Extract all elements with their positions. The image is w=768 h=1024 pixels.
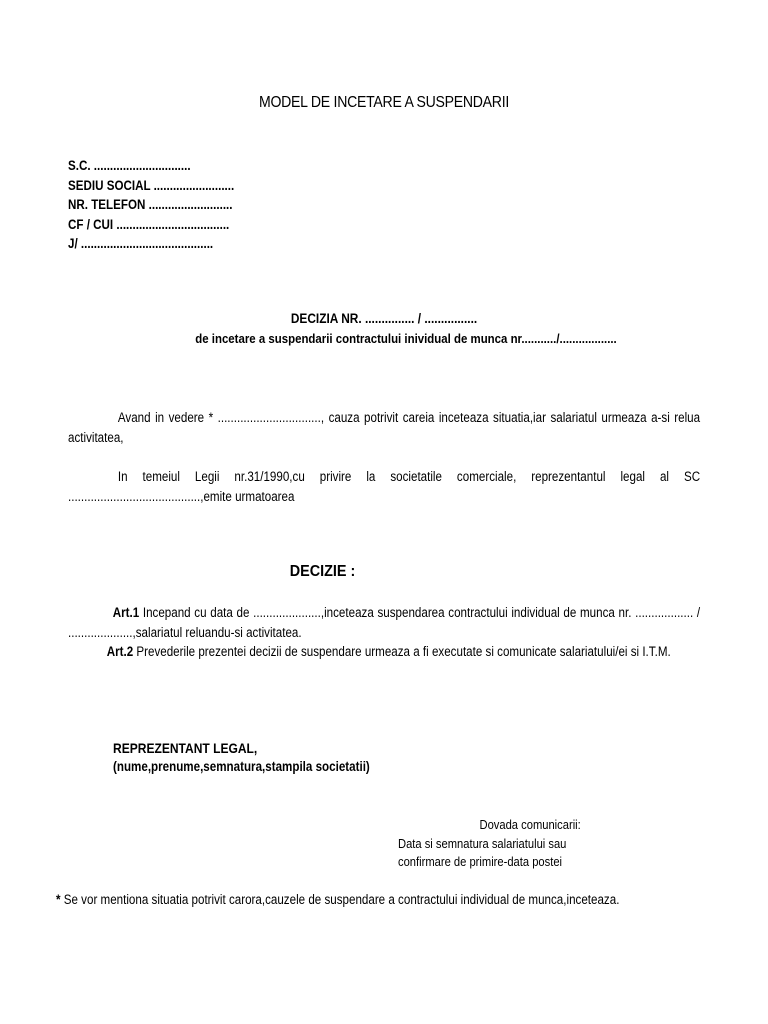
- article-2-text: Prevederile prezentei decizii de suspendare urmeaza a fi executate si comunicate salariatului/ei si I.T.M.: [133, 644, 671, 659]
- footnote: [56, 890, 701, 910]
- paragraph-avand-text: Avand in vedere * ................................, cauza potrivit careia inceteaza situatia,iar salariatul urmeaza a-si relua activitatea,: [68, 410, 701, 445]
- proof-line-2: Data si semnatura salariatului sau: [398, 835, 567, 851]
- representative-note: (nume,prenume,semnatura,stampila societatii): [113, 759, 370, 774]
- footnote-text: Se vor mentiona situatia potrivit carora,cauzele de suspendare a contractului individual de munca,inceteaza.: [60, 892, 620, 907]
- paragraph-temeiul-text: In temeiul Legii nr.31/1990,cu privire la societatile comerciale, reprezentantul legal al SC .........................................,emite urmatoarea: [68, 469, 701, 504]
- paragraph-avand: [68, 408, 700, 448]
- article-1: [68, 603, 700, 643]
- representative-label: REPREZENTANT LEGAL,: [113, 740, 258, 756]
- proof-line-1: Dovada comunicarii:: [479, 817, 581, 832]
- company-sc: S.C. ..............................: [68, 158, 191, 173]
- article-2: [68, 642, 700, 662]
- proof-of-communication: [398, 816, 581, 872]
- decision-number: DECIZIA NR. ............... / ................: [290, 311, 478, 326]
- article-1-label: Art.1: [112, 605, 140, 620]
- article-1-text: Incepand cu data de .....................,inceteaza suspendarea contractului individual de munca nr. .................. / ....................,salariatul reluandu-si activitatea.: [68, 605, 701, 640]
- article-2-label: Art.2: [106, 644, 134, 659]
- decision-subtitle: de incetare a suspendarii contractului inividual de munca nr.........../..................: [195, 331, 617, 346]
- footnote-star: *: [56, 892, 61, 907]
- company-sediu: SEDIU SOCIAL .........................: [68, 177, 235, 193]
- company-cui: CF / CUI ...................................: [68, 216, 230, 232]
- proof-line-3: confirmare de primire-data postei: [398, 854, 563, 869]
- company-j: J/ .........................................: [68, 236, 214, 252]
- document-title: MODEL DE INCETARE A SUSPENDARII: [258, 94, 510, 111]
- company-details: [68, 156, 261, 254]
- decizie-heading: DECIZIE :: [289, 563, 356, 580]
- paragraph-temeiul: [68, 467, 700, 507]
- company-telefon: NR. TELEFON ..........................: [68, 197, 233, 213]
